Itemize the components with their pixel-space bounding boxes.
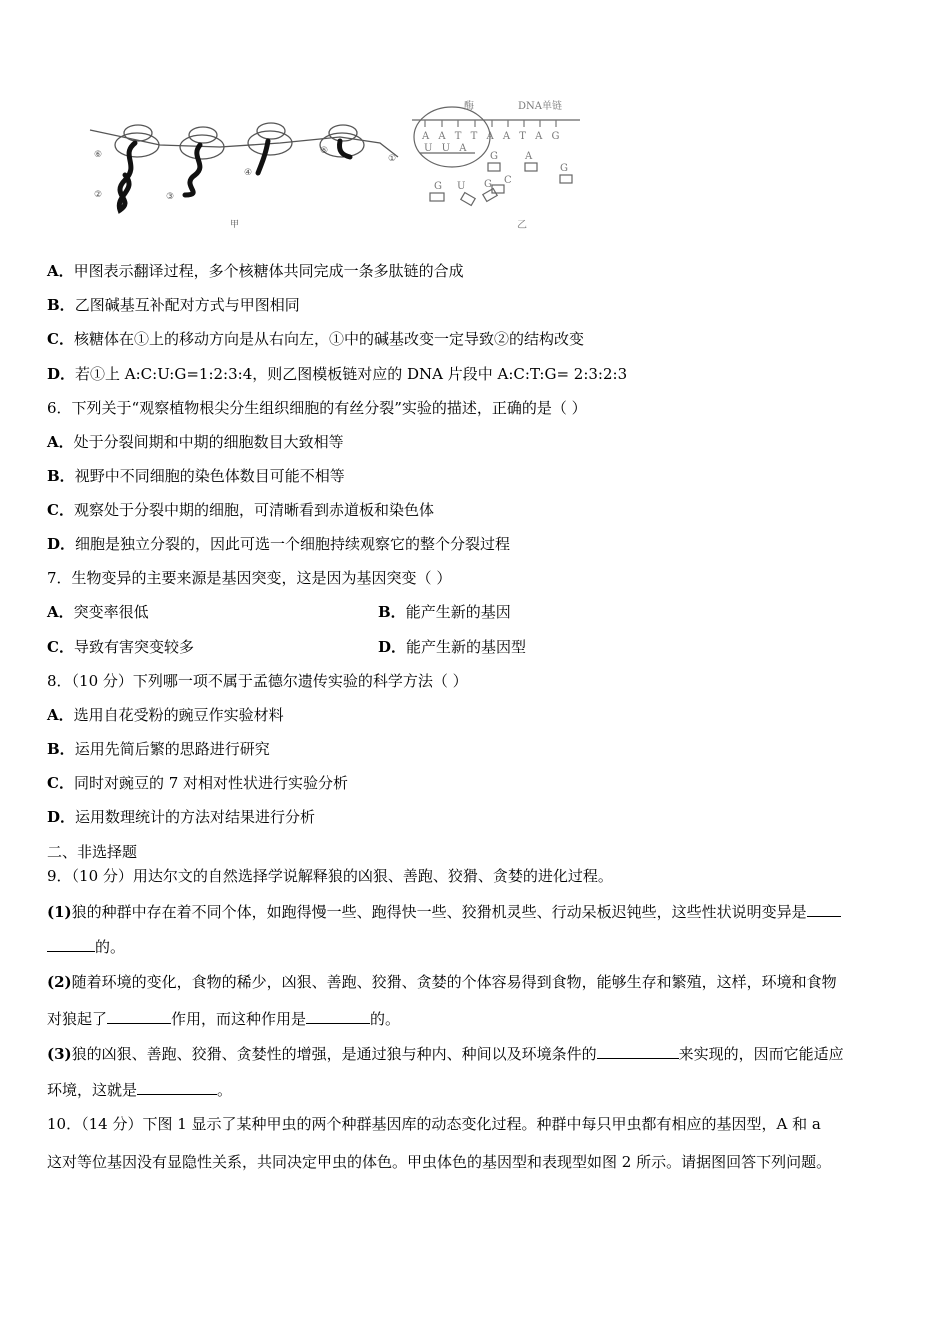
option-label: B．	[47, 467, 75, 485]
part-text: 来实现的，因而它能适应	[678, 1045, 844, 1063]
svg-text:①: ①	[388, 154, 397, 164]
svg-text:⑤: ⑤	[320, 146, 329, 156]
option-text: 核糖体在①上的移动方向是从右向左，①中的碱基改变一定导致②的结构改变	[73, 330, 584, 348]
q9-part1	[47, 902, 841, 922]
option-label: B．	[47, 740, 75, 758]
option-label: D．	[378, 638, 407, 656]
q5-option-a	[47, 261, 464, 281]
q7-stem: 7．生物变异的主要来源是基因突变，这是因为基因突变（ ）	[47, 569, 452, 587]
q9-part3	[47, 1044, 844, 1064]
q7-option-b	[378, 602, 511, 622]
translation-figure	[80, 95, 600, 235]
option-text: 导致有害突变较多	[73, 638, 194, 656]
answer-blank[interactable]	[47, 937, 95, 952]
q6-option-d	[47, 534, 510, 554]
option-text: 处于分裂间期和中期的细胞数目大致相等	[73, 433, 344, 451]
svg-text:G: G	[434, 181, 442, 192]
answer-blank[interactable]	[807, 902, 841, 917]
svg-text:乙: 乙	[517, 220, 527, 231]
answer-blank[interactable]	[137, 1080, 217, 1095]
svg-text:G: G	[490, 151, 498, 162]
option-text: 选用自花受粉的豌豆作实验材料	[73, 706, 284, 724]
q5-option-c	[47, 329, 584, 349]
q8-option-c	[47, 773, 348, 793]
option-text: 乙图碱基互补配对方式与甲图相同	[74, 296, 300, 314]
q7-option-c	[47, 637, 194, 657]
option-text: 突变率很低	[73, 603, 149, 621]
option-text: 观察处于分裂中期的细胞，可清晰看到赤道板和染色体	[73, 501, 434, 519]
option-label: C．	[47, 330, 74, 348]
part-text: 的。	[95, 938, 126, 956]
svg-text:甲: 甲	[230, 220, 240, 230]
q5-option-d	[47, 364, 627, 384]
q8-option-d	[47, 807, 315, 827]
q7-option-d	[378, 637, 526, 657]
figure-drawing	[80, 95, 600, 235]
option-label: B．	[378, 603, 406, 621]
option-label: A．	[47, 706, 74, 724]
q6-option-a	[47, 432, 344, 452]
option-label: A．	[47, 603, 74, 621]
option-label: C．	[47, 638, 74, 656]
part-text: 环境，这就是	[47, 1081, 138, 1099]
q6-stem: 6．下列关于“观察植物根尖分生组织细胞的有丝分裂”实验的描述，正确的是（ ）	[47, 399, 587, 417]
option-text: 甲图表示翻译过程，多个核糖体共同完成一条多肽链的合成	[73, 262, 464, 280]
option-label: C．	[47, 774, 74, 792]
option-label: D．	[47, 808, 76, 826]
q8-option-b	[47, 739, 270, 759]
answer-blank[interactable]	[597, 1044, 679, 1059]
option-label: D．	[47, 365, 76, 383]
part-text: 的。	[370, 1010, 401, 1028]
option-label: B．	[47, 296, 75, 314]
q9-part2-cont	[47, 1009, 400, 1029]
svg-text:C: C	[504, 175, 512, 186]
q10-line2: 这对等位基因没有显隐性关系，共同决定甲虫的体色。甲虫体色的基因型和表现型如图 2 所示。请据图回答下列问题。	[47, 1153, 832, 1171]
part-number: (3)	[47, 1045, 72, 1063]
option-label: D．	[47, 535, 76, 553]
part-text: 随着环境的变化，食物的稀少，凶狠、善跑、狡猾、贪婪的个体容易得到食物，能够生存和繁殖，这样，环境和食物	[71, 973, 837, 991]
q9-part2	[47, 972, 837, 992]
answer-blank[interactable]	[107, 1009, 171, 1024]
option-text: 能产生新的基因型	[406, 638, 527, 656]
answer-blank[interactable]	[306, 1009, 370, 1024]
svg-text:④: ④	[244, 168, 253, 178]
part-text: 狼的凶狠、善跑、狡猾、贪婪性的增强，是通过狼与种内、种间以及环境条件的	[71, 1045, 597, 1063]
q9-part1-cont	[47, 937, 125, 957]
q10-line1: 10．（14 分）下图 1 显示了某种甲虫的两个种群基因库的动态变化过程。种群中每只甲虫都有相应的基因型，A 和 a	[47, 1115, 821, 1133]
q6-option-b	[47, 466, 345, 486]
svg-text:DNA单链: DNA单链	[518, 101, 562, 112]
q8-option-a	[47, 705, 284, 725]
part-text: 。	[217, 1081, 233, 1099]
option-text: 能产生新的基因	[405, 603, 511, 621]
option-label: A．	[47, 262, 74, 280]
option-text: 运用数理统计的方法对结果进行分析	[75, 808, 316, 826]
q9-stem: 9．（10 分）用达尔文的自然选择学说解释狼的凶狠、善跑、狡猾、贪婪的进化过程。	[47, 867, 613, 885]
part-text: 对狼起了	[47, 1010, 108, 1028]
svg-text:U: U	[457, 181, 466, 192]
svg-text:③: ③	[166, 192, 175, 202]
svg-text:⑥: ⑥	[94, 150, 103, 160]
svg-text:U U A: U U A	[424, 143, 470, 154]
section-heading: 二、非选择题	[47, 843, 138, 861]
q9-part3-cont	[47, 1080, 232, 1100]
svg-text:A A T T A A T A G: A A T T A A T A G	[422, 131, 563, 142]
option-text: 运用先简后繁的思路进行研究	[74, 740, 270, 758]
part-number: (1)	[47, 903, 72, 921]
svg-text:②: ②	[94, 190, 103, 200]
option-text: 同时对豌豆的 7 对相对性状进行实验分析	[73, 774, 349, 792]
q6-option-c	[47, 500, 434, 520]
option-text: 细胞是独立分裂的，因此可选一个细胞持续观察它的整个分裂过程	[75, 535, 511, 553]
q7-option-a	[47, 602, 149, 622]
q5-option-b	[47, 295, 300, 315]
svg-text:G: G	[560, 163, 568, 174]
q8-stem: 8．（10 分）下列哪一项不属于孟德尔遗传实验的科学方法（ ）	[47, 672, 468, 690]
option-text: 若①上 A:C:U:G=1:2:3:4，则乙图模板链对应的 DNA 片段中 A:C:T:G= 2:3:2:3	[75, 365, 628, 383]
svg-text:酶: 酶	[464, 101, 474, 112]
part-text: 作用，而这种作用是	[171, 1010, 307, 1028]
option-label: C．	[47, 501, 74, 519]
part-text: 狼的种群中存在着不同个体，如跑得慢一些、跑得快一些、狡猾机灵些、行动呆板迟钝些，这些性状说明变异是	[71, 903, 807, 921]
svg-text:G: G	[484, 179, 492, 190]
option-label: A．	[47, 433, 74, 451]
option-text: 视野中不同细胞的染色体数目可能不相等	[74, 467, 345, 485]
part-number: (2)	[47, 973, 72, 991]
svg-text:A: A	[525, 151, 533, 162]
